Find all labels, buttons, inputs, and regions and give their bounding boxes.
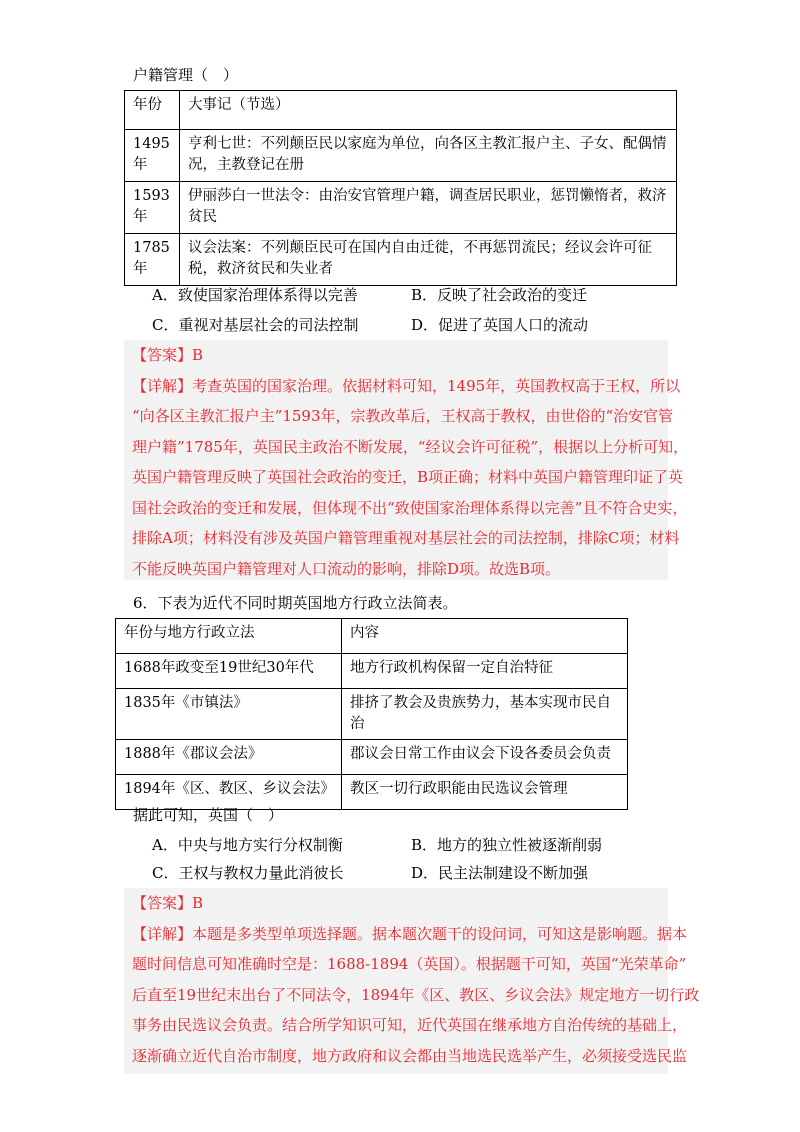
q6-answer-panel (124, 888, 700, 1074)
table-row (125, 182, 677, 234)
q6-option-a[interactable]: A．中央与地方实行分权制衡 (152, 836, 343, 854)
table-header-cell: 内容 (342, 619, 628, 654)
q5-detail-line: 不能反映英国户籍管理对人口流动的影响，排除D项。故选B项。 (132, 559, 561, 578)
q6-stem: 6．下表为近代不同时期英国地方行政立法简表。 (133, 594, 458, 612)
q6-detail-line: 后直至19世纪末出台了不同法令，1894年《区、教区、乡议会法》规定地方一切行政 (132, 985, 700, 1004)
q6-detail-line: 逐渐确立近代自治市制度，地方政府和议会都由当地选民选举产生，必须接受选民监 (132, 1046, 688, 1065)
table-cell-law: 1688年政变至19世纪30年代 (116, 654, 342, 689)
table-cell-year: 1593年 (125, 182, 180, 234)
q6-table (115, 618, 628, 810)
table-cell-content: 教区一切行政职能由民选议会管理 (342, 775, 628, 810)
table-cell-event: 亨利七世：不列颠臣民以家庭为单位，向各区主教汇报户主、子女、配偶情况，主教登记在册 (180, 130, 677, 182)
table-cell-law: 1888年《郡议会法》 (116, 740, 342, 775)
q6-option-b[interactable]: B．地方的独立性被逐渐削弱 (411, 836, 603, 854)
table-cell-year: 1785年 (125, 234, 180, 286)
q5-detail-line: 理户籍”1785年，英国民主政治不断发展，“经议会许可征税”，根据以上分析可知， (132, 437, 689, 456)
q6-detail-line: 【详解】本题是多类型单项选择题。据本题次题干的设问词，可知这是影响题。据本 (132, 924, 688, 943)
q5-option-a[interactable]: A．致使国家治理体系得以完善 (152, 286, 358, 304)
q6-followup: 据此可知，英国（ ） (133, 806, 284, 824)
table-row (116, 689, 628, 740)
q5-stem-tail: 户籍管理（ ） (133, 66, 239, 84)
table-cell-year: 1495年 (125, 130, 180, 182)
table-cell-law: 1894年《区、教区、乡议会法》 (116, 775, 342, 810)
table-cell-content: 地方行政机构保留一定自治特征 (342, 654, 628, 689)
q6-option-c[interactable]: C．王权与教权力量此消彼长 (152, 864, 344, 882)
q6-detail-line: 事务由民选议会负责。结合所学知识可知，近代英国在继承地方自治传统的基础上， (132, 1016, 688, 1034)
table-header-cell: 年份 (125, 91, 180, 130)
table-header-cell: 年份与地方行政立法 (116, 619, 342, 654)
table-cell-law: 1835年《市镇法》 (116, 689, 342, 740)
q6-option-d[interactable]: D．民主法制建设不断加强 (411, 864, 589, 882)
q5-detail-line: “向各区主教汇报户主”1593年，宗教改革后，王权高于教权，由世俗的“治安官管 (132, 407, 674, 425)
q5-option-c[interactable]: C．重视对基层社会的司法控制 (152, 316, 359, 334)
table-row (125, 234, 677, 286)
table-row (116, 740, 628, 775)
table-cell-event: 伊丽莎白一世法令：由治安官管理户籍，调查居民职业，惩罚懒惰者，救济贫民 (180, 182, 677, 234)
table-row (116, 654, 628, 689)
q5-detail-line: 排除A项；材料没有涉及英国户籍管理重视对基层社会的司法控制，排除C项；材料 (132, 529, 680, 547)
table-cell-content: 郡议会日常工作由议会下设各委员会负责 (342, 740, 628, 775)
q6-answer: 【答案】B (132, 894, 204, 912)
q5-table (124, 90, 677, 286)
table-header-cell: 大事记（节选） (180, 91, 677, 130)
q6-detail-line: 题时间信息可知准确时空是：1688-1894（英国）。根据题干可知，英国“光荣革命” (132, 955, 687, 973)
q5-detail-line: 英国户籍管理反映了英国社会政治的变迁，B项正确；材料中英国户籍管理印证了英 (132, 468, 684, 486)
q5-detail-line: 国社会政治的变迁和发展，但体现不出“致使国家治理体系得以完善”且不符合史实， (132, 498, 688, 517)
q5-option-b[interactable]: B．反映了社会政治的变迁 (411, 286, 588, 304)
q5-option-d[interactable]: D．促进了英国人口的流动 (411, 316, 589, 334)
q5-answer: 【答案】B (132, 346, 204, 364)
table-row (125, 130, 677, 182)
table-header-row (116, 619, 628, 654)
q5-detail-line: 【详解】考查英国的国家治理。依据材料可知，1495年，英国教权高于王权，所以 (132, 376, 681, 395)
table-cell-content: 排挤了教会及贵族势力，基本实现市民自治 (342, 689, 628, 740)
table-header-row (125, 91, 677, 130)
table-cell-event: 议会法案：不列颠臣民可在国内自由迁徙，不再惩罚流民；经议会许可征税，救济贫民和失业者 (180, 234, 677, 286)
q5-answer-panel (124, 340, 689, 580)
